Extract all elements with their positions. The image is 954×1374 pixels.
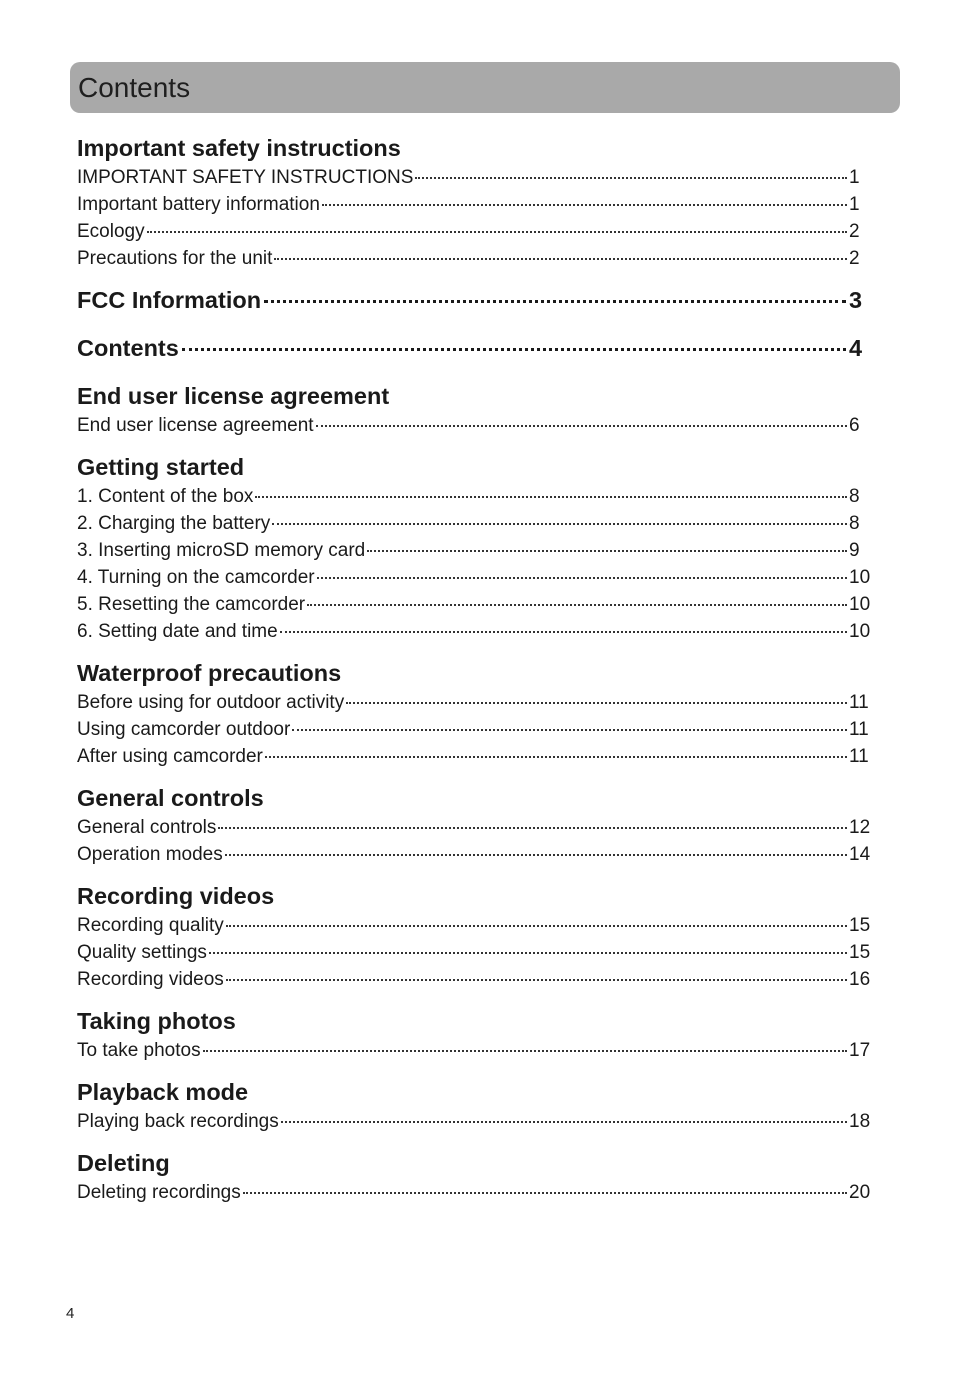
entry-title: Using camcorder outdoor	[77, 719, 291, 740]
entry-title: IMPORTANT SAFETY INSTRUCTIONS	[77, 167, 414, 188]
toc-entry[interactable]	[77, 716, 873, 743]
toc-section	[77, 451, 873, 645]
section-heading: FCC Information	[77, 287, 262, 313]
toc-entry[interactable]	[77, 1108, 873, 1135]
entry-title: Recording videos	[77, 969, 224, 990]
section-heading: Important safety instructions	[77, 135, 401, 161]
toc-heading-entry[interactable]	[77, 284, 873, 316]
entry-page: 8	[849, 486, 860, 507]
dot-leader	[272, 523, 847, 525]
toc-entry[interactable]	[77, 841, 873, 868]
dot-leader	[226, 979, 847, 981]
toc-heading-entry[interactable]	[77, 332, 873, 364]
dot-leader	[415, 177, 847, 179]
entry-page: 8	[849, 513, 860, 534]
toc-entry[interactable]	[77, 939, 873, 966]
section-heading: Waterproof precautions	[77, 660, 342, 686]
dot-leader	[292, 729, 847, 731]
toc-entry[interactable]	[77, 510, 873, 537]
section-heading: Taking photos	[77, 1008, 236, 1034]
toc-entry[interactable]	[77, 1179, 873, 1206]
entry-page: 18	[849, 1111, 871, 1132]
entry-page: 1	[849, 167, 860, 188]
toc-entry[interactable]	[77, 245, 873, 272]
dot-leader	[317, 577, 847, 579]
entry-page: 4	[849, 335, 863, 361]
entry-page: 2	[849, 248, 860, 269]
toc-section	[77, 880, 873, 993]
toc-section	[77, 332, 873, 364]
entry-title: 2. Charging the battery	[77, 513, 271, 534]
toc-entry[interactable]	[77, 966, 873, 993]
dot-leader	[322, 204, 847, 206]
entry-page: 11	[849, 719, 869, 740]
toc-entry[interactable]	[77, 689, 873, 716]
entry-page: 3	[849, 287, 863, 313]
entry-title: General controls	[77, 817, 217, 838]
entry-page: 11	[849, 746, 869, 767]
entry-page: 20	[849, 1182, 871, 1203]
toc-entry[interactable]	[77, 537, 873, 564]
dot-leader	[218, 827, 847, 829]
toc-section	[77, 132, 873, 272]
toc-section	[77, 657, 873, 770]
entry-title: 5. Resetting the camcorder	[77, 594, 306, 615]
entry-page: 11	[849, 692, 869, 713]
toc-entry[interactable]	[77, 564, 873, 591]
dot-leader	[147, 231, 847, 233]
entry-title: Deleting recordings	[77, 1182, 241, 1203]
toc-entry[interactable]	[77, 218, 873, 245]
entry-title: To take photos	[77, 1040, 201, 1061]
toc-entry[interactable]	[77, 743, 873, 770]
toc-entry[interactable]	[77, 912, 873, 939]
dot-leader	[274, 258, 847, 260]
table-of-contents	[77, 132, 873, 1218]
section-heading: Contents	[77, 335, 179, 361]
toc-entry[interactable]	[77, 483, 873, 510]
toc-entry[interactable]	[77, 191, 873, 218]
entry-title: 4. Turning on the camcorder	[77, 567, 315, 588]
section-heading: End user license agreement	[77, 383, 390, 409]
contents-banner	[70, 62, 900, 113]
toc-entry[interactable]	[77, 164, 873, 191]
section-heading: General controls	[77, 785, 264, 811]
dot-leader	[243, 1192, 847, 1194]
dot-leader	[346, 702, 847, 704]
entry-title: Playing back recordings	[77, 1111, 279, 1132]
entry-page: 16	[849, 969, 871, 990]
dot-leader	[316, 425, 847, 427]
section-heading: Getting started	[77, 454, 245, 480]
entry-title: 3. Inserting microSD memory card	[77, 540, 366, 561]
entry-title: Recording quality	[77, 915, 224, 936]
section-heading: Playback mode	[77, 1079, 249, 1105]
dot-leader	[226, 925, 847, 927]
entry-page: 10	[849, 594, 871, 615]
entry-page: 15	[849, 942, 871, 963]
entry-page: 2	[849, 221, 860, 242]
toc-section	[77, 782, 873, 868]
page-number: 4	[66, 1305, 75, 1322]
entry-title: Before using for outdoor activity	[77, 692, 345, 713]
dot-leader	[280, 631, 847, 633]
entry-page: 10	[849, 567, 871, 588]
toc-section	[77, 380, 873, 439]
dot-leader	[264, 300, 846, 303]
entry-page: 17	[849, 1040, 871, 1061]
entry-title: Ecology	[77, 221, 145, 242]
entry-page: 6	[849, 415, 860, 436]
toc-section	[77, 1147, 873, 1206]
dot-leader	[182, 348, 846, 351]
entry-title: End user license agreement	[77, 415, 314, 436]
entry-title: After using camcorder	[77, 746, 263, 767]
entry-page: 14	[849, 844, 871, 865]
dot-leader	[265, 756, 847, 758]
entry-page: 15	[849, 915, 871, 936]
toc-entry[interactable]	[77, 814, 873, 841]
entry-title: Quality settings	[77, 942, 207, 963]
entry-page: 10	[849, 621, 871, 642]
toc-entry[interactable]	[77, 618, 873, 645]
toc-section	[77, 284, 873, 316]
dot-leader	[281, 1121, 847, 1123]
entry-page: 12	[849, 817, 871, 838]
section-heading: Recording videos	[77, 883, 275, 909]
dot-leader	[225, 854, 847, 856]
toc-section	[77, 1005, 873, 1064]
toc-entry[interactable]	[77, 412, 873, 439]
entry-title: 6. Setting date and time	[77, 621, 278, 642]
entry-title: 1. Content of the box	[77, 486, 254, 507]
dot-leader	[255, 496, 847, 498]
dot-leader	[209, 952, 847, 954]
toc-section	[77, 1076, 873, 1135]
entry-title: Important battery information	[77, 194, 320, 215]
entry-title: Operation modes	[77, 844, 223, 865]
dot-leader	[307, 604, 847, 606]
dot-leader	[367, 550, 847, 552]
entry-title: Precautions for the unit	[77, 248, 273, 269]
page-title: Contents	[78, 72, 191, 103]
dot-leader	[203, 1050, 847, 1052]
toc-entry[interactable]	[77, 591, 873, 618]
entry-page: 1	[849, 194, 860, 215]
section-heading: Deleting	[77, 1150, 170, 1176]
entry-page: 9	[849, 540, 860, 561]
toc-entry[interactable]	[77, 1037, 873, 1064]
